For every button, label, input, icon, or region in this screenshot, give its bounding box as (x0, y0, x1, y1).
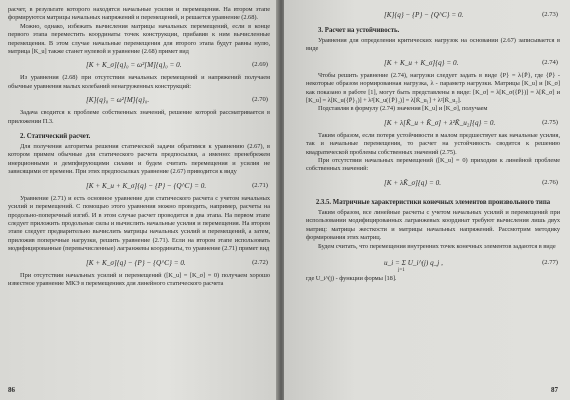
equation-2-76 (306, 174, 560, 192)
equation-number: (2.75) (542, 118, 558, 126)
equation-formula: [K]{q} − {P} − {Q^C} = 0. (384, 11, 464, 19)
paragraph: Задача сводится к проблеме собственных значений, решение которой рассматривается в приложении П.3. (8, 109, 270, 125)
paragraph: расчет, в результате которого находятся начальные усилия и перемещения. На втором этапе формируются матрицы начальных напряжений и перемещений, и решается уравнение (2.68). (8, 6, 270, 22)
equation-number: (2.69) (252, 61, 268, 69)
paragraph: При отсутствии начальных усилий и перемещений ([K_u] = [K_σ] = 0) получаем хорошо известное уравнение МКЭ в перемещениях для линейного статического расчета (8, 271, 270, 287)
equation-formula: [K + K_σ]{q} − {P} − {Q^C} = 0. (86, 258, 186, 267)
equation-2-70 (8, 91, 270, 109)
section-heading-matrix-characteristics: 2.3.5. Матричные характеристики конечных элементов произвольного типа (315, 198, 551, 206)
paragraph: Можно, однако, избежать вычисления матрицы начальных перемещений, если в конце первого этапа переместить координаты точек конструкции, прибавив к ним вычисленные перемещения. В этом случае начальные перемещения для второго этапа будут равны нулю, матрица [K_u] также станет нулевой и уравнение (2.68) примет вид (8, 22, 270, 56)
paragraph: Будем считать, что перемещения внутренних точек конечных элементов задаются в виде (318, 242, 556, 250)
equation-formula: [K]{q}₀ = ω²[M]{q}₀. (86, 96, 150, 105)
paragraph: Таким образом, если потеря устойчивости в малом предшествует как начальные усилия, так и начальные перемещения, то расчет на устойчивость сводится к решению квадратической проблемы собственных значений (2.75). (306, 131, 560, 156)
equation-formula: [K + λ[K̄_u + K̄_σ] + λ²K̄_u₂]{q} = 0. (384, 118, 496, 127)
page-number: 86 (8, 386, 15, 394)
paragraph: где U_i^(j) - функции формы [18]. (306, 274, 397, 282)
equation-number: (2.72) (252, 258, 268, 266)
equation-number: (2.76) (542, 178, 558, 186)
paragraph: Таким образом, все линейные расчеты с учетом начальных усилий и перемещений при использовании модифицированных лагранжевых координат требуют вычисления лишь двух матриц: матрицы жесткости и матрицы начальных напряжений. Рассмотрим методику формирования этих матриц. (306, 208, 560, 242)
paragraph: Для получения алгоритма решения статической задачи обратимся к уравнению (2.67), в котором примем обычные для статического расчета предпосылки, а именно: пренебрежем инерционными и демпфирующими силами и будем считать перемещения и усилия не зависящими от времени. При этих предпосылках уравнение (2.67) приводится к виду (8, 143, 270, 176)
paragraph: Подставляя в формулу (2.74) значения [K_u] и [K_σ], получаем (318, 105, 488, 113)
equation-2-74 (306, 54, 560, 72)
equation-number: (2.77) (542, 258, 558, 266)
sum-limits: j=1 (398, 267, 405, 273)
left-page-content (8, 6, 270, 288)
equation-formula: [K + K_σ]{q}₀ = ω²[M]{q}₀ = 0. (86, 61, 182, 70)
right-page (284, 0, 570, 400)
equation-2-71 (8, 177, 270, 195)
section-heading-stability: 3. Расчет на устойчивость. (318, 27, 400, 34)
equation-2-69 (8, 56, 270, 74)
right-page-content (306, 6, 560, 283)
section-heading-static: 2. Статический расчет. (20, 133, 91, 141)
equation-number: (2.70) (252, 96, 268, 104)
equation-2-75 (306, 114, 560, 132)
paragraph: Уравнение (2.71) и есть основное уравнение для статического расчета с учетом начальных усилий и перемещений. С помощью этого уравнения можно проводить, например, расчеты на продольно-поперечный изгиб. И в этом случае расчет проводится в два этапа. На первом этапе следует приложить продольные силы и вычислить начальные усилия и перемещения. На втором этапе следует предварительно вычислить матрицы начальных усилий и перемещений, а затем, приложив поперечные нагрузки, решить уравнение (2.71). Если на втором этапе использовать модифицированные (перевычисленные) лагранжевы координаты, то уравнение (2.71) примет вид (8, 194, 270, 253)
equation-number: (2.71) (252, 181, 268, 189)
equation-formula: [K + λK̄_σ]{q} = 0. (384, 178, 442, 187)
equation-number: (2.74) (542, 58, 558, 66)
equation-2-77 (306, 251, 560, 275)
equation-number: (2.73) (542, 11, 558, 18)
paragraph: Уравнения для определения критических нагрузок на основании (2.67) записывается в виде (306, 37, 560, 53)
paragraph: При отсутствии начальных перемещений ([K_u] = 0) приходим к линейной проблеме собственных значений: (306, 157, 560, 173)
paragraph: Чтобы решить уравнение (2.74), нагрузки следует задать в виде {P} = λ{P̄}, где {P̄} - некоторые образом нормированная нагрузка, λ - параметр нагрузки. Матрицы [K_u] и [K_σ] как показано в работе [1], могут быть представлены в виде: [K_σ] = λ[K_σ({P̄})] = λ[K̄_σ] и [K_u] = λ[K_u({P̄}₁)] + λ²[K_u({P̄}₂)] = λ[K̄_u₁] + λ²[K̄_u₂]. (306, 71, 560, 105)
paragraph: Из уравнения (2.68) при отсутствии начальных перемещений и напряжений получаем обычные уравнения малых колебаний ненагруженных конструкций: (8, 74, 270, 90)
equation-2-72 (8, 254, 270, 272)
page-number: 87 (551, 386, 558, 394)
equation-formula: u_i = Σ U_i^(j) q_j , (384, 258, 443, 267)
left-page (0, 0, 278, 400)
equation-formula: [K + K_u + K_σ]{q} − {P} − {Q^C} = 0. (86, 181, 207, 190)
equation-2-73 (306, 6, 560, 24)
equation-formula: [K + K_u + K_σ]{q} = 0. (384, 58, 459, 67)
